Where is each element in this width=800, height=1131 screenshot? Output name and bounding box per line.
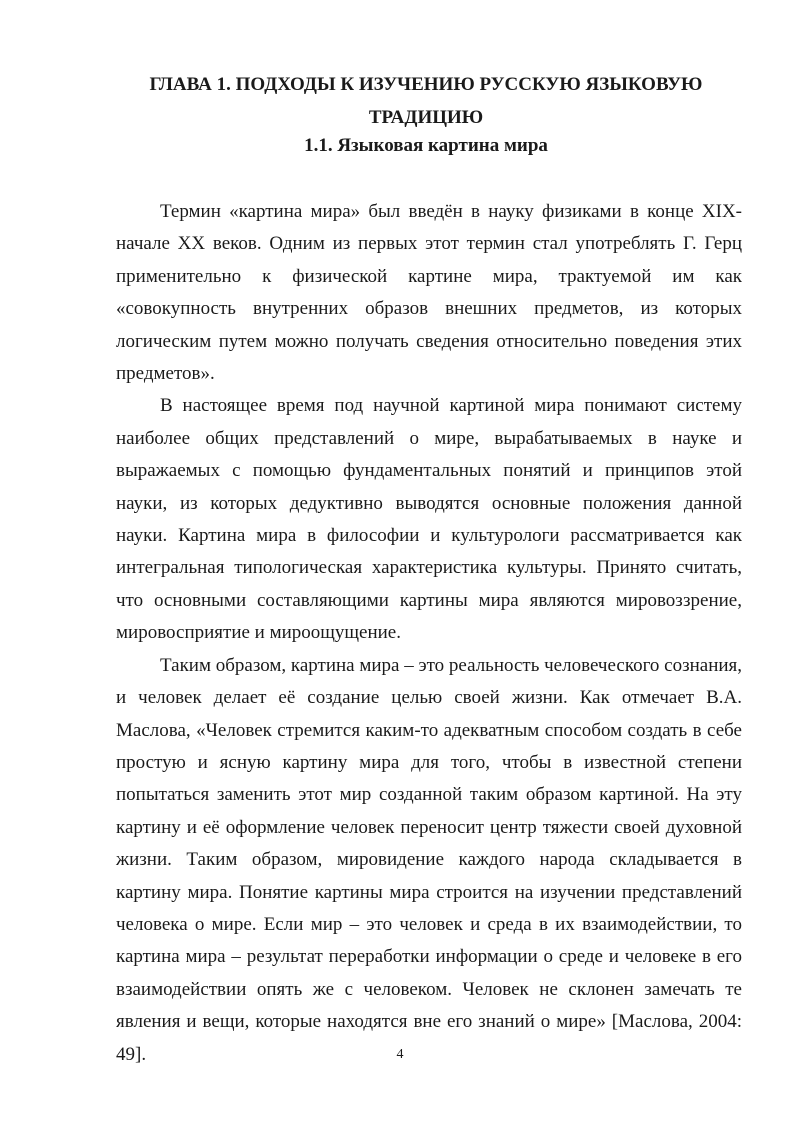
paragraph-1: Термин «картина мира» был введён в науку физиками в конце XIX- начале XX веков. Одним из первых этот термин стал употреблять Г. Герц применительно к физической картине мира, трактуемой им как «совокупность внутренних образов внешних предметов, из которых логическим путем можно получать сведения относительно поведения этих предметов». (116, 201, 742, 385)
paragraph-2: В настоящее время под научной картиной мира понимают систему наиболее общих представлений о мире, вырабатываемых в науке и выражаемых с помощью фундаментальных понятий и принципов этой науки, из которых дедуктивно выводятся основные положения данной науки. Картина мира в философии и культурологи рассматривается как интегральная типологическая характеристика культуры. Принято считать, что основными составляющими картины мира являются мировоззрение, мировосприятие и мироощущение. (116, 395, 742, 644)
page-number: 4 (396, 1047, 404, 1062)
section-title: 1.1. Языковая картина мира (304, 135, 548, 156)
chapter-title: ГЛАВА 1. ПОДХОДЫ К ИЗУЧЕНИЮ РУССКУЮ ЯЗЫКОВУЮ ТРАДИЦИЮ (149, 74, 703, 128)
body-text (116, 196, 742, 1071)
paragraph-3: Таким образом, картина мира – это реальность человеческого сознания, и человек делает её создание целью своей жизни. Как отмечает В.А. Маслова, «Человек стремится каким-то адекватным способом создать в себе простую и ясную картину мира для того, чтобы в известной степени попытаться заменить этот мир созданной таким образом картиной. На эту картину и её оформление человек переносит центр тяжести своей духовной жизни. Таким образом, мировидение каждого народа складывается в картину мира. Понятие картины мира строится на изучении представлений человека о мире. Если мир – это человек и среда в их взаимодействии, то картина мира – результат переработки информации о среде и человеке в его взаимодействии опять же с человеком. Человек не склонен замечать те явления и вещи, которые находятся вне его знаний о мире» [Маслова, 2004: 49]. (116, 654, 743, 1065)
